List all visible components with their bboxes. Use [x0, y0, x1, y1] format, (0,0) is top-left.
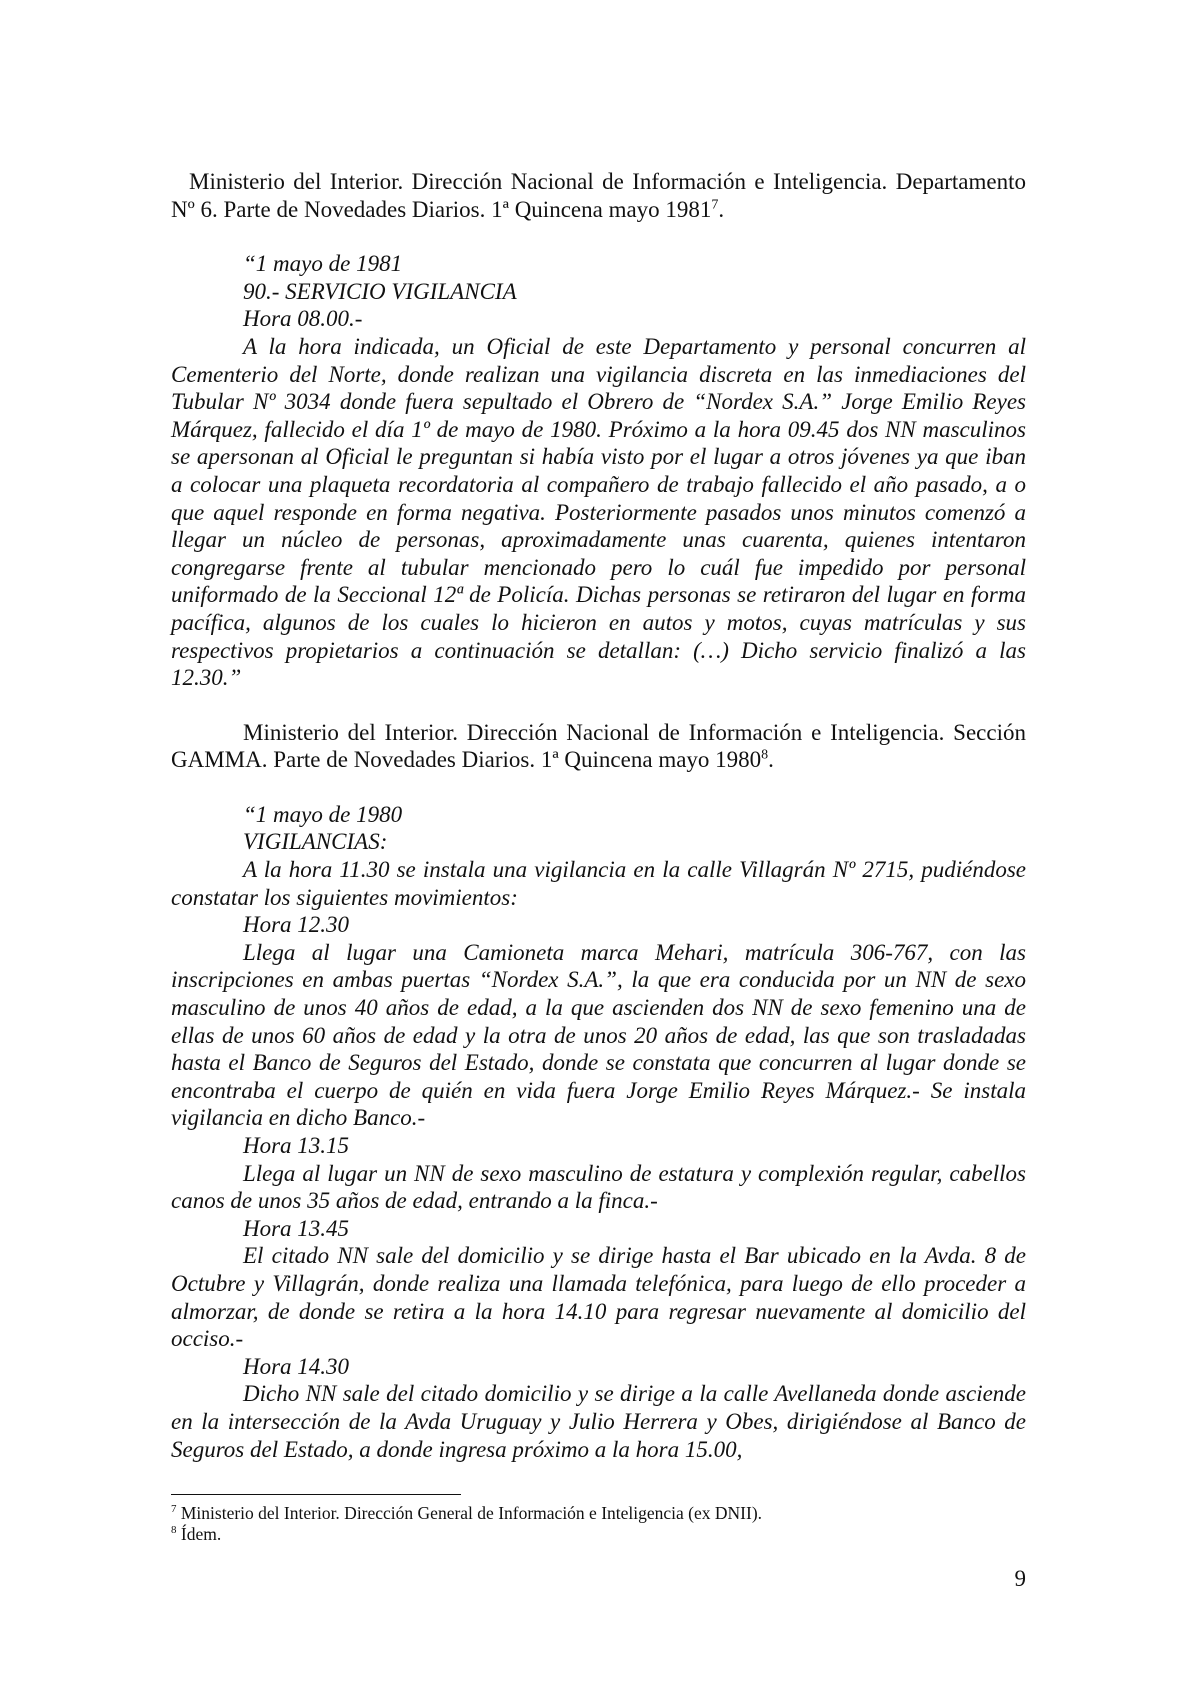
- entry-2-heading: Ministerio del Interior. Dirección Nacional de Información e Inteligencia. Sección GAMMA. Parte de Novedades Diarios. 1ª Quincena mayo 1980$^8$.: [171, 719, 1026, 773]
- entry-1-heading: Ministerio del Interior. Dirección Nacional de Información e Inteligencia. Departamento Nº 6. Parte de Novedades Diarios. 1ª Quincena mayo 1981$^7$.: [171, 169, 1026, 222]
- quote-paragraph: A la hora 11.30 se instala una vigilancia en la calle Villagrán Nº 2715, pudiéndose constatar los siguientes movimientos:: [171, 857, 1026, 910]
- quote-paragraph: Dicho NN sale del citado domicilio y se dirige a la calle Avellaneda donde asciende en la intersección de la Avda Uruguay y Julio Herrera y Obes, dirigiéndose al Banco de Seguros del Estado, a donde ingresa próximo a la hora 15.00,: [171, 1381, 1026, 1462]
- quote-section-title: VIGILANCIAS:: [243, 829, 388, 855]
- footnote-7: $^7$ Ministerio del Interior. Dirección General de Información e Inteligencia (ex DNII).: [171, 1503, 763, 1523]
- footnote-8: $^8$ Ídem.: [171, 1524, 222, 1544]
- quote-paragraph: Llega al lugar un NN de sexo masculino de estatura y complexión regular, cabellos canos de unos 35 años de edad, entrando a la finca.-: [171, 1160, 1026, 1214]
- footnotes: [171, 1503, 1026, 1545]
- quote-section-title: 90.- SERVICIO VIGILANCIA: [243, 278, 517, 304]
- entry-2-quote: [171, 801, 1026, 1463]
- quote-date: “1 mayo de 1981: [243, 251, 403, 277]
- quote-time: Hora 14.30: [243, 1353, 350, 1379]
- page-number: 9: [1014, 1566, 1026, 1591]
- footnote-separator: [171, 1494, 461, 1495]
- quote-date: “1 mayo de 1980: [243, 801, 403, 827]
- quote-time: Hora 13.45: [243, 1215, 350, 1241]
- quote-time: Hora 08.00.-: [243, 306, 363, 332]
- quote-time: Hora 13.15: [243, 1133, 350, 1158]
- quote-paragraph: A la hora indicada, un Oficial de este Departamento y personal concurren al Cementerio del Norte, donde realizan una vigilancia discreta en las inmediaciones del Tubular Nº 3034 donde fuera sepultado el Obrero de “Nordex S.A.” Jorge Emilio Reyes Márquez, fallecido el día 1º de mayo de 1980. Próximo a la hora 09.45 dos NN masculinos se apersonan al Oficial le preguntan si había visto por el lugar a otros jóvenes ya que iban a colocar una plaqueta recordatoria al compañero de trabajo fallecido el año pasado, a o que aquel responde en forma negativa. Posteriormente pasados unos minutos comenzó a llegar un núcleo de personas, aproximadamente unas cuarenta, quienes intentaron congregarse frente al tubular mencionado pero lo cuál fue impedido por personal uniformado de la Seccional 12ª de Policía. Dichas personas se retiraron del lugar en forma pacífica, algunos de los cuales lo hicieron en autos y motos, cuyas matrículas y sus respectivos propietarios a continuación se detallan: (…) Dicho servicio finalizó a las 12.30.”: [171, 333, 1026, 691]
- document-body: [171, 168, 1026, 1463]
- quote-time: Hora 12.30: [243, 912, 350, 938]
- quote-paragraph: Llega al lugar una Camioneta marca Mehari, matrícula 306-767, con las inscripciones en ambas puertas “Nordex S.A.”, la que era conducida por un NN de sexo masculino de unos 40 años de edad, a la que ascienden dos NN de sexo femenino una de ellas de unos 60 años de edad y la otra de unos 20 años de edad, las que son trasladadas hasta el Banco de Seguros del Estado, donde se constata que concurren al lugar donde se encontraba el cuerpo de quién en vida fuera Jorge Emilio Reyes Márquez.- Se instala vigilancia en dicho Banco.-: [171, 939, 1026, 1131]
- footnote-ref-8[interactable]: 8: [761, 747, 769, 763]
- quote-paragraph: El citado NN sale del domicilio y se dirige hasta el Bar ubicado en la Avda. 8 de Octubre y Villagrán, donde realiza una llamada telefónica, para luego de ello proceder a almorzar, de donde se retira a la hora 14.10 para regresar nuevamente al domicilio del occiso.-: [171, 1243, 1026, 1352]
- footnote-ref-7[interactable]: 7: [711, 196, 719, 212]
- entry-1-quote: [171, 250, 1026, 692]
